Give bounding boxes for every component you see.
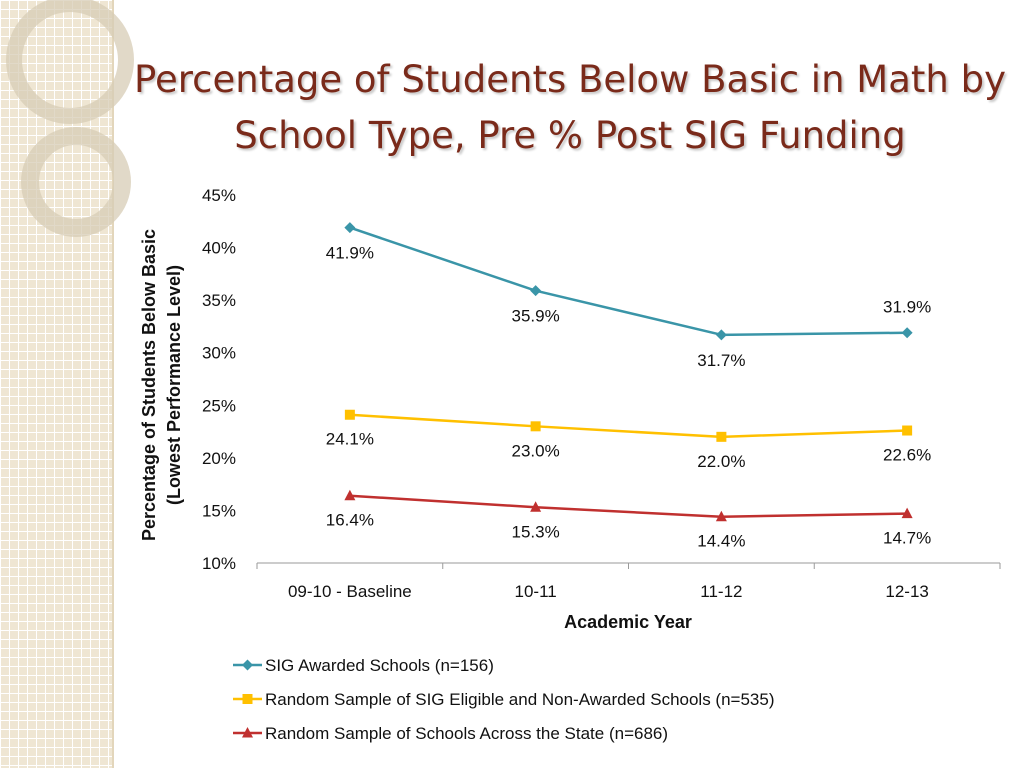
series-line-1 xyxy=(350,228,907,335)
x-tick-label-09-10-baseline: 09-10 - Baseline xyxy=(287,582,412,601)
y-tick-label-15: 15% xyxy=(201,501,236,521)
data-point-2-4 xyxy=(902,426,912,436)
data-point-1-1 xyxy=(344,222,355,233)
x-tick-label-12-13: 12-13 xyxy=(885,582,929,601)
legend-label-1: SIG Awarded Schools (n=156) xyxy=(265,656,494,675)
data-label-2-1: 24.1% xyxy=(325,429,374,449)
data-point-2-1 xyxy=(345,410,355,420)
data-label-3-1: 16.4% xyxy=(325,510,374,530)
series-layer xyxy=(326,222,931,551)
legend-label-3: Random Sample of Schools Across the State (n=686) xyxy=(265,724,669,743)
y-axis-title xyxy=(139,229,184,541)
data-label-3-4: 14.7% xyxy=(883,528,932,548)
y-tick-label-20: 20% xyxy=(201,448,236,468)
data-point-1-3 xyxy=(716,329,727,340)
data-point-1-2 xyxy=(530,285,541,296)
data-label-1-2: 35.9% xyxy=(511,306,560,326)
legend-marker-1 xyxy=(242,660,253,671)
x-axis-title: Academic Year xyxy=(564,612,692,632)
series-diamond-1 xyxy=(326,222,931,370)
legend-label-2: Random Sample of SIG Eligible and Non-Awarded Schools (n=535) xyxy=(265,690,775,709)
data-label-1-3: 31.7% xyxy=(697,350,746,370)
data-label-2-2: 23.0% xyxy=(511,441,560,461)
series-square-2 xyxy=(326,410,931,471)
x-axis-ticks xyxy=(257,563,1000,601)
data-label-1-4: 31.9% xyxy=(883,297,932,317)
series-triangle-3 xyxy=(326,490,931,551)
data-label-2-4: 22.6% xyxy=(883,445,932,465)
data-label-3-3: 14.4% xyxy=(697,531,746,551)
y-tick-label-45: 45% xyxy=(201,186,236,205)
y-axis-title-line-1: Percentage of Students Below Basic xyxy=(139,228,159,542)
data-point-2-2 xyxy=(531,421,541,431)
y-tick-label-25: 25% xyxy=(201,396,236,416)
series-line-2 xyxy=(350,415,907,437)
legend xyxy=(233,656,775,743)
y-axis-ticks xyxy=(202,186,236,573)
y-tick-label-10: 10% xyxy=(201,554,236,573)
y-tick-label-40: 40% xyxy=(201,238,236,258)
x-tick-label-11-12: 11-12 xyxy=(700,582,743,601)
y-axis-title-line-2: (Lowest Performance Level) xyxy=(164,264,184,506)
legend-marker-2 xyxy=(243,694,253,704)
data-label-1-1: 41.9% xyxy=(325,243,374,263)
x-tick-label-10-11: 10-11 xyxy=(514,582,557,601)
data-point-1-4 xyxy=(902,327,913,338)
data-label-2-3: 22.0% xyxy=(697,451,746,471)
y-tick-label-35: 35% xyxy=(201,291,236,311)
data-point-2-3 xyxy=(716,432,726,442)
series-line-3 xyxy=(350,496,907,517)
slide-title: Percentage of Students Below Basic in Math by School Type, Pre % Post SIG Funding xyxy=(133,58,1006,157)
y-tick-label-30: 30% xyxy=(201,343,236,363)
data-label-3-2: 15.3% xyxy=(511,522,560,542)
